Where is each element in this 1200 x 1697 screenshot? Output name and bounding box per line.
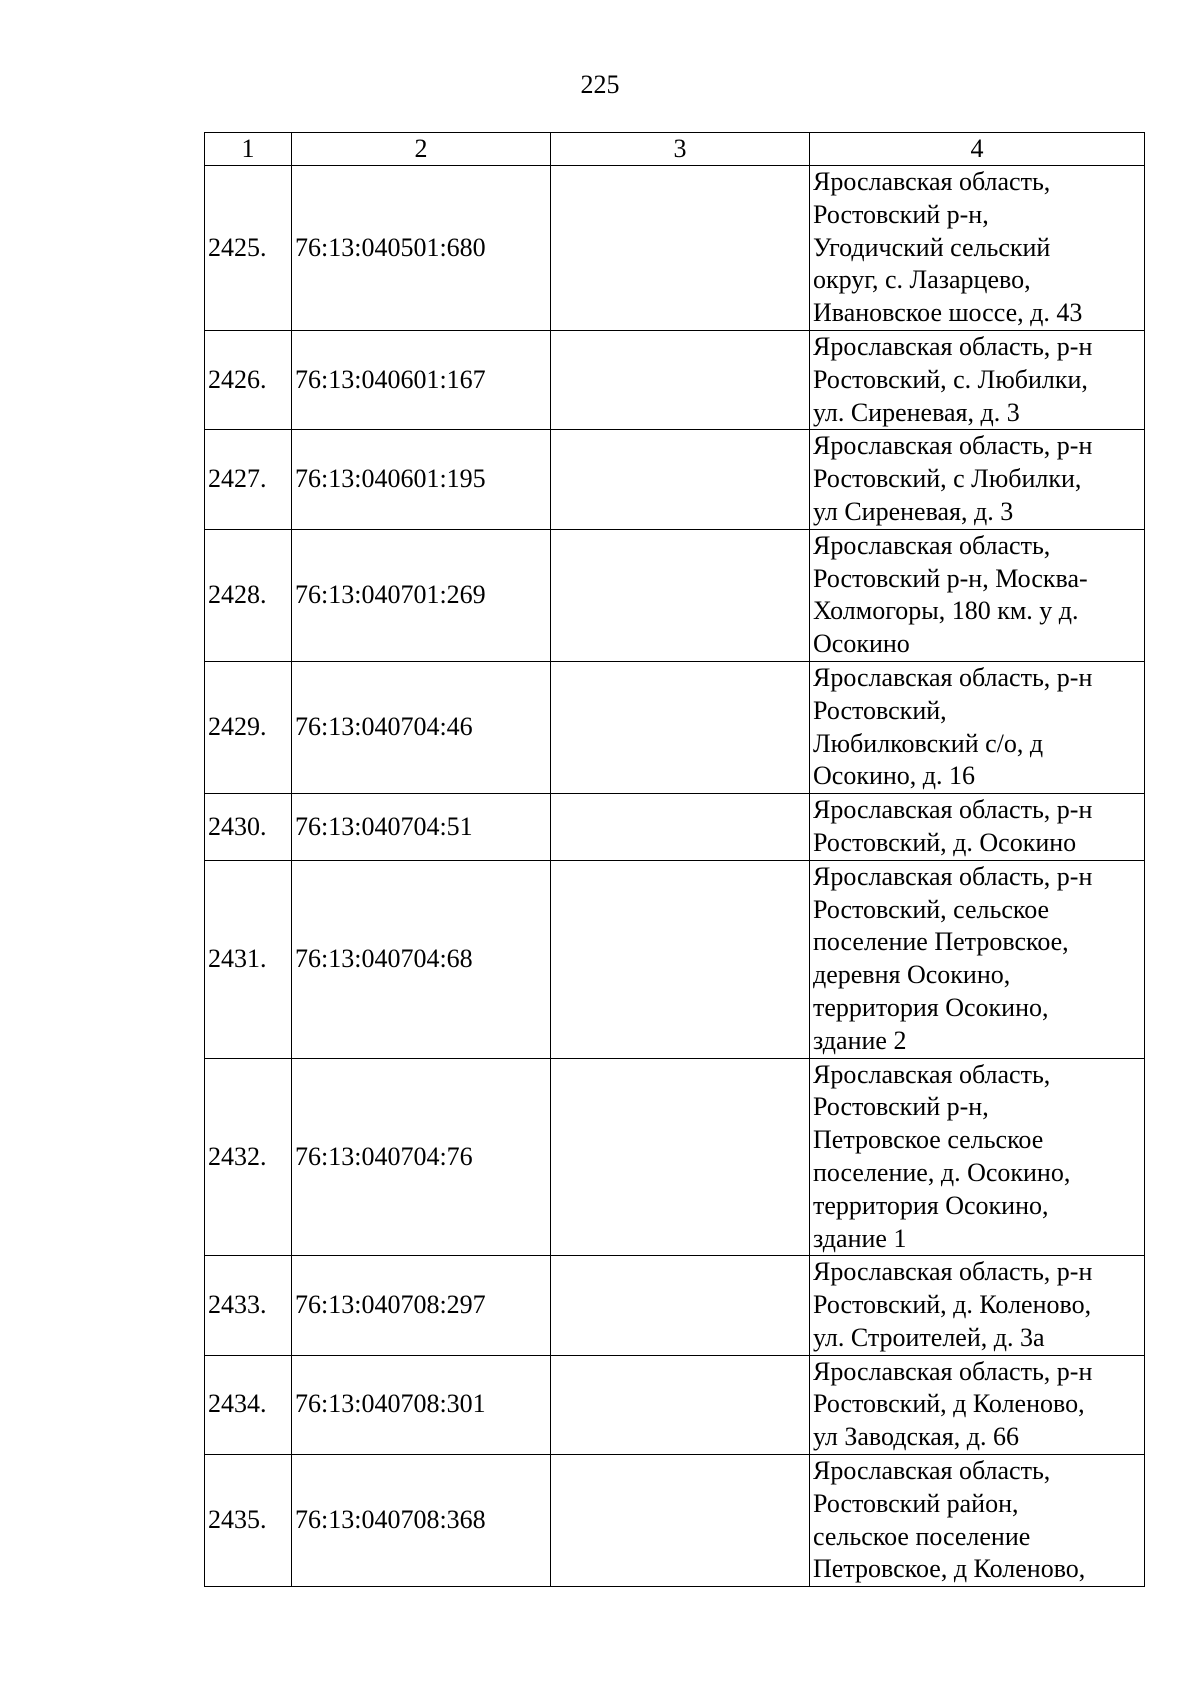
header-col-2: 2 <box>292 133 551 166</box>
address-cell: Ярославская область, р-н Ростовский, сельское поселение Петровское, деревня Осокино, территория Осокино, здание 2 <box>810 860 1145 1058</box>
row-number: 2428. <box>205 529 292 661</box>
header-col-3: 3 <box>551 133 810 166</box>
cadastral-number: 76:13:040701:269 <box>292 529 551 661</box>
table-row <box>205 166 1145 331</box>
row-number: 2426. <box>205 330 292 429</box>
address-cell: Ярославская область, р-н Ростовский, с. Любилки, ул. Сиреневая, д. 3 <box>810 330 1145 429</box>
table-row <box>205 794 1145 861</box>
cadastral-number: 76:13:040704:76 <box>292 1058 551 1256</box>
address-cell: Ярославская область, р-н Ростовский, д. Коленово, ул. Строителей, д. 3а <box>810 1256 1145 1355</box>
cadastral-number: 76:13:040501:680 <box>292 166 551 331</box>
registry-table <box>204 132 1145 1587</box>
column-3-cell <box>551 330 810 429</box>
address-cell: Ярославская область, Ростовский р-н, Москва- Холмогоры, 180 км. у д. Осокино <box>810 529 1145 661</box>
row-number: 2430. <box>205 794 292 861</box>
row-number: 2425. <box>205 166 292 331</box>
address-cell: Ярославская область, р-н Ростовский, с Любилки, ул Сиреневая, д. 3 <box>810 430 1145 529</box>
row-number: 2429. <box>205 661 292 793</box>
table-row <box>205 1455 1145 1587</box>
address-cell: Ярославская область, р-н Ростовский, д Коленово, ул Заводская, д. 66 <box>810 1355 1145 1454</box>
address-cell: Ярославская область, Ростовский р-н, Угодичский сельский округ, с. Лазарцево, Ивановское шоссе, д. 43 <box>810 166 1145 331</box>
row-number: 2433. <box>205 1256 292 1355</box>
row-number: 2435. <box>205 1455 292 1587</box>
column-3-cell <box>551 166 810 331</box>
column-3-cell <box>551 661 810 793</box>
table-row <box>205 1256 1145 1355</box>
table-header <box>205 133 1145 166</box>
header-col-1: 1 <box>205 133 292 166</box>
cadastral-number: 76:13:040708:368 <box>292 1455 551 1587</box>
table-body <box>205 166 1145 1587</box>
cadastral-number: 76:13:040708:301 <box>292 1355 551 1454</box>
cadastral-number: 76:13:040601:167 <box>292 330 551 429</box>
cadastral-number: 76:13:040601:195 <box>292 430 551 529</box>
header-col-4: 4 <box>810 133 1145 166</box>
column-3-cell <box>551 1058 810 1256</box>
table-row <box>205 860 1145 1058</box>
row-number: 2432. <box>205 1058 292 1256</box>
address-cell: Ярославская область, Ростовский р-н, Петровское сельское поселение, д. Осокино, территория Осокино, здание 1 <box>810 1058 1145 1256</box>
column-3-cell <box>551 860 810 1058</box>
table-row <box>205 529 1145 661</box>
column-3-cell <box>551 1455 810 1587</box>
cadastral-number: 76:13:040708:297 <box>292 1256 551 1355</box>
header-row <box>205 133 1145 166</box>
address-cell: Ярославская область, р-н Ростовский, д. Осокино <box>810 794 1145 861</box>
page-number: 225 <box>580 70 620 99</box>
cadastral-number: 76:13:040704:51 <box>292 794 551 861</box>
table-row <box>205 661 1145 793</box>
address-cell: Ярославская область, Ростовский район, сельское поселение Петровское, д Коленово, <box>810 1455 1145 1587</box>
row-number: 2431. <box>205 860 292 1058</box>
address-cell: Ярославская область, р-н Ростовский, Любилковский с/о, д Осокино, д. 16 <box>810 661 1145 793</box>
row-number: 2427. <box>205 430 292 529</box>
column-3-cell <box>551 1256 810 1355</box>
cadastral-number: 76:13:040704:46 <box>292 661 551 793</box>
row-number: 2434. <box>205 1355 292 1454</box>
table-row <box>205 430 1145 529</box>
column-3-cell <box>551 430 810 529</box>
column-3-cell <box>551 1355 810 1454</box>
column-3-cell <box>551 529 810 661</box>
cadastral-number: 76:13:040704:68 <box>292 860 551 1058</box>
table-row <box>205 1355 1145 1454</box>
table-row <box>205 330 1145 429</box>
table-row <box>205 1058 1145 1256</box>
column-3-cell <box>551 794 810 861</box>
